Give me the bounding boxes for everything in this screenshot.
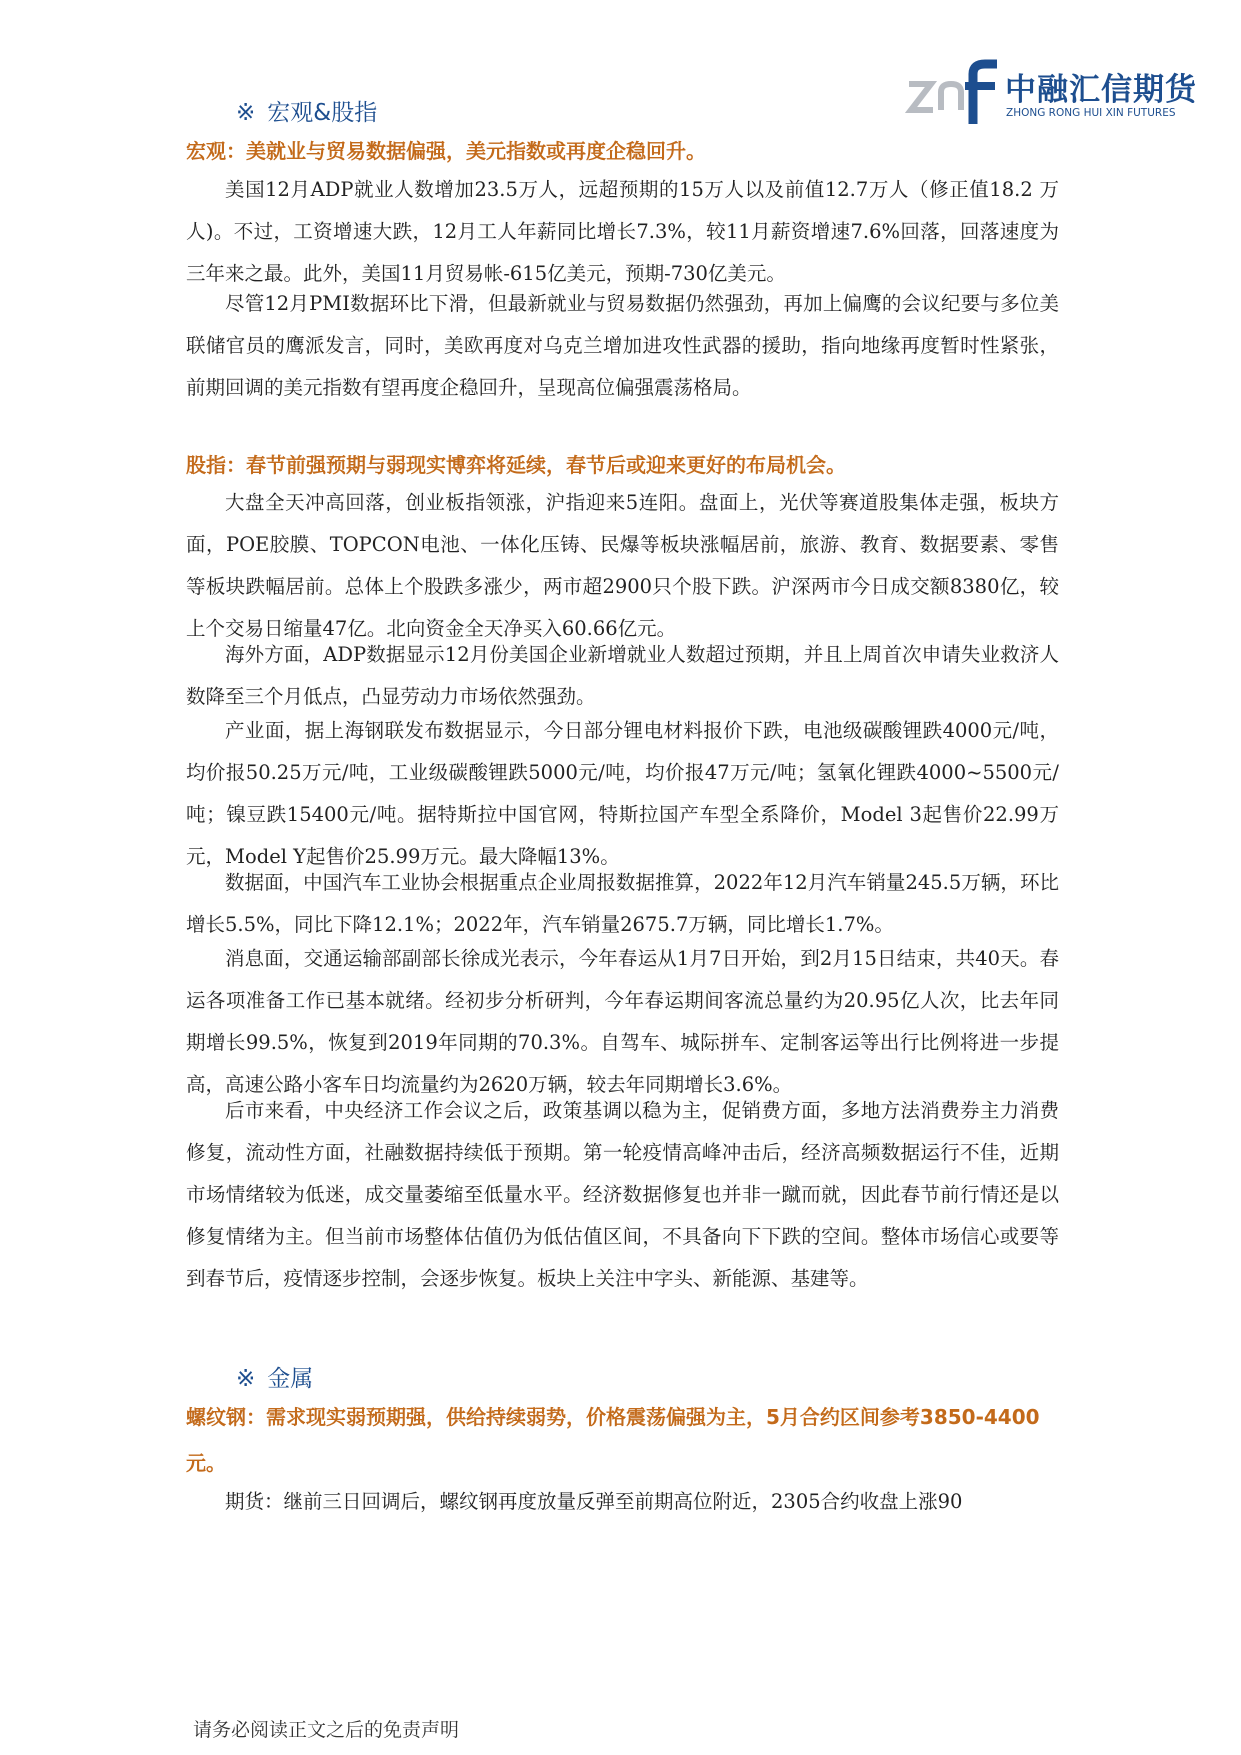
section-title-metals xyxy=(236,1360,313,1393)
section-title-macro xyxy=(236,94,377,127)
subheading-macro: 宏观：美就业与贸易数据偏强，美元指数或再度企稳回升。 xyxy=(186,139,706,163)
disclaimer-notice: 请务必阅读正文之后的免责声明 xyxy=(193,1719,460,1741)
section-mark: ※ xyxy=(236,1366,256,1392)
section-mark: ※ xyxy=(236,100,256,126)
subheading-rebar: 螺纹钢：需求现实弱预期强，供给持续弱势，价格震荡偏强为主，5月合约区间参考3850-4400元。 xyxy=(186,1405,1040,1475)
paragraph: 期货：继前三日回调后，螺纹钢再度放量反弹至前期高位附近，2305合约收盘上涨90 xyxy=(225,1490,963,1513)
section-title-text: 宏观&股指 xyxy=(267,100,378,126)
paragraph: 海外方面，ADP数据显示12月份美国企业新增就业人数超过预期，并且上周首次申请失业救济人数降至三个月低点，凸显劳动力市场依然强劲。 xyxy=(186,643,1059,708)
logo-mark-icon xyxy=(905,58,1000,126)
section-title-text: 金属 xyxy=(267,1366,314,1392)
paragraph: 数据面，中国汽车工业协会根据重点企业周报数据推算，2022年12月汽车销量245.5万辆，环比增长5.5%，同比下降12.1%；2022年，汽车销量2675.7万辆，同比增长1.7%。 xyxy=(186,871,1059,936)
logo-chinese-name: 中融汇信期货 xyxy=(1005,72,1197,108)
paragraph: 大盘全天冲高回落，创业板指领涨，沪指迎来5连阳。盘面上，光伏等赛道股集体走强，板块方面，POE胶膜、TOPCON电池、一体化压铸、民爆等板块涨幅居前，旅游、教育、数据要素、零售等板块跌幅居前。总体上个股跌多涨少，两市超2900只个股下跌。沪深两市今日成交额8380亿，较上个交易日缩量47亿。北向资金全天净买入60.66亿元。 xyxy=(186,491,1059,640)
paragraph: 消息面，交通运输部副部长徐成光表示，今年春运从1月7日开始，到2月15日结束，共40天。春运各项准备工作已基本就绪。经初步分析研判，今年春运期间客流总量约为20.95亿人次，比去年同期增长99.5%，恢复到2019年同期的70.3%。自驾车、城际拼车、定制客运等出行比例将进一步提高，高速公路小客车日均流量约为2620万辆，较去年同期增长3.6%。 xyxy=(186,947,1059,1096)
logo-english-name: ZHONG RONG HUI XIN FUTURES xyxy=(1006,107,1176,119)
paragraph: 尽管12月PMI数据环比下滑，但最新就业与贸易数据仍然强劲，再加上偏鹰的会议纪要与多位美联储官员的鹰派发言，同时，美欧再度对乌克兰增加进攻性武器的援助，指向地缘再度暂时性紧张，前期回调的美元指数有望再度企稳回升，呈现高位偏强震荡格局。 xyxy=(186,292,1059,399)
paragraph: 产业面，据上海钢联发布数据显示，今日部分锂电材料报价下跌，电池级碳酸锂跌4000元/吨，均价报50.25万元/吨，工业级碳酸锂跌5000元/吨，均价报47万元/吨；氢氧化锂跌4000~5500元/吨；镍豆跌15400元/吨。据特斯拉中国官网，特斯拉国产车型全系降价，Model 3起售价22.99万元，Model Y起售价25.99万元。最大降幅13%。 xyxy=(186,719,1059,868)
paragraph: 美国12月ADP就业人数增加23.5万人，远超预期的15万人以及前值12.7万人（修正值18.2 万人)。不过，工资增速大跌，12月工人年薪同比增长7.3%，较11月薪资增速7.6%回落，回落速度为三年来之最。此外，美国11月贸易帐-615亿美元，预期-730亿美元。 xyxy=(186,178,1059,285)
subheading-stock-index: 股指：春节前强预期与弱现实博弈将延续，春节后或迎来更好的布局机会。 xyxy=(186,453,846,477)
paragraph: 后市来看，中央经济工作会议之后，政策基调以稳为主，促销费方面，多地方法消费券主力消费修复，流动性方面，社融数据持续低于预期。第一轮疫情高峰冲击后，经济高频数据运行不佳，近期市场情绪较为低迷，成交量萎缩至低量水平。经济数据修复也并非一蹴而就，因此春节前行情还是以修复情绪为主。但当前市场整体估值仍为低估值区间，不具备向下下跌的空间。整体市场信心或要等到春节后，疫情逐步控制，会逐步恢复。板块上关注中字头、新能源、基建等。 xyxy=(186,1099,1059,1290)
company-logo xyxy=(905,58,1195,126)
